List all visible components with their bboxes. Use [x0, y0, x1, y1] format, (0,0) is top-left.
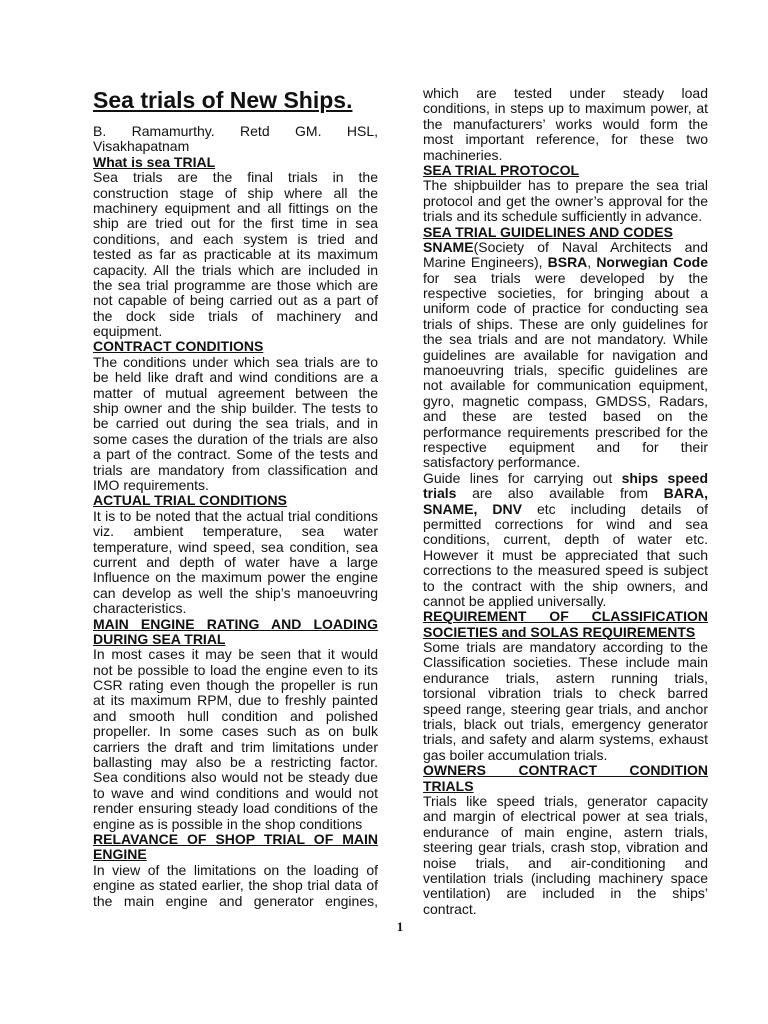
text-line: construction stage of ship where all the	[93, 184, 378, 201]
text-line: ship owner and the ship builder. The tests to	[93, 400, 378, 417]
text-line: characteristics.	[93, 600, 187, 617]
text-line: satisfactory performance.	[423, 454, 581, 471]
text-line: It is to be noted that the actual trial conditions	[93, 507, 378, 524]
text-segment: ,	[587, 254, 597, 271]
text-line: trials of ships. These are only guidelines for	[423, 315, 708, 332]
text-line: IMO requirements.	[93, 476, 209, 493]
text-segment: are also available from	[456, 485, 664, 502]
text-line: render ensuring steady load conditions of the	[93, 800, 378, 817]
text-line: permitted corrections for wind and sea	[423, 515, 708, 532]
text-line: REQUIREMENT OF CLASSIFICATION	[423, 608, 708, 625]
text-line: The conditions under which sea trials are to	[93, 353, 378, 370]
section-heading	[93, 832, 378, 863]
text-line: machineries.	[423, 146, 503, 163]
text-line: not available for communication equipment,	[423, 377, 708, 394]
bold-text: trials	[423, 485, 457, 502]
text-line: SEA TRIAL PROTOCOL	[423, 161, 580, 178]
author-byline	[93, 124, 378, 155]
paragraph	[93, 170, 378, 339]
text-line: torsional vibration trials to check barred	[423, 685, 708, 702]
text-line: DURING SEA TRIAL	[93, 630, 226, 647]
text-line: cannot be applied universally.	[423, 592, 607, 609]
text-line: Sea trials are the final trials in the	[93, 169, 378, 186]
text-line: capacity. All the trials which are included in	[93, 261, 378, 278]
text-line: not capable of being carried out as a part of	[93, 292, 378, 309]
text-line: In most cases it may be seen that it would	[93, 646, 378, 663]
text-line: at its maximum RPM, due to freshly painted	[93, 692, 378, 709]
text-line	[423, 502, 708, 517]
text-segment: etc including details of	[522, 500, 709, 517]
text-line: The shipbuilder has to prepare the sea trial	[423, 177, 708, 194]
section-heading	[93, 617, 378, 648]
text-line: TRIALS	[423, 777, 474, 794]
text-line: which are tested under steady load	[423, 85, 708, 101]
text-line: What is sea TRIAL	[93, 153, 216, 170]
text-line: current and depth of water have a large	[93, 553, 378, 570]
text-line: trials, and safety and alarm systems, exhaust	[423, 731, 708, 748]
text-line: and margin of electrical power at sea trials,	[423, 808, 708, 825]
text-line: can develop as well the ship’s manoeuvring	[93, 584, 378, 601]
text-line: SEA TRIAL GUIDELINES AND CODES	[423, 223, 673, 240]
section-heading	[93, 155, 378, 170]
text-line: Influence on the maximum power the engine	[93, 569, 378, 586]
bold-text: BSRA	[547, 254, 588, 271]
text-line: propeller. In some cases such as on bulk	[93, 723, 378, 740]
text-line: corrections to the measured speed is subject	[423, 562, 708, 579]
text-line: guidelines are available for navigation and	[423, 346, 708, 363]
paragraph	[93, 647, 378, 832]
text-line: and these are tested based on the	[423, 408, 708, 425]
paragraph	[423, 86, 708, 163]
text-line: temperature, wind speed, sea condition, sea	[93, 538, 378, 555]
text-line	[423, 240, 708, 255]
text-line: be carried out during the sea trials, and in	[93, 415, 378, 432]
text-line: In view of the limitations on the loading of	[93, 861, 378, 878]
text-line: manoeuvring trials, specific guidelines are	[423, 362, 708, 379]
text-line: be held like draft and wind conditions are a	[93, 369, 378, 386]
text-line: the sea trial programme are those which are	[93, 276, 378, 293]
text-line: viz. ambient temperature, sea water	[93, 523, 378, 540]
text-line: the sea trials and are not mandatory. While	[423, 331, 708, 348]
text-line: trials and its schedule sufficiently in advance.	[423, 208, 703, 225]
text-line: Sea conditions also would not be steady due	[93, 769, 378, 786]
text-line: machinery equipment and all fittings on the	[93, 199, 378, 216]
section-heading	[423, 763, 708, 794]
text-line: endurance trials, astern running trials,	[423, 669, 708, 686]
section-heading	[93, 493, 378, 508]
text-segment: Guide lines for carrying out	[423, 469, 622, 486]
text-line: OWNERS CONTRACT CONDITION	[423, 762, 708, 779]
paragraph	[93, 509, 378, 617]
text-line: MAIN ENGINE RATING AND LOADING	[93, 615, 378, 632]
text-line: the manufacturers’ works would form the	[423, 115, 708, 132]
text-line: SOCIETIES and SOLAS REQUIREMENTS	[423, 623, 696, 640]
text-line: engine as stated earlier, the shop trial data of	[93, 877, 378, 894]
text-line: equipment.	[93, 323, 163, 340]
text-line	[423, 486, 708, 501]
text-line: the main engine and generator engines,	[93, 892, 378, 909]
document-title: Sea trials of New Ships.	[93, 87, 353, 113]
text-line: steering gear trials, crash stop, vibration and	[423, 839, 708, 856]
paragraph	[423, 794, 708, 917]
text-line: the dock side trials of machinery and	[93, 307, 378, 324]
text-segment: (Society of Naval Architects and	[473, 238, 708, 255]
text-line: Trials like speed trials, generator capacity	[423, 792, 708, 809]
text-line: to wave and wind conditions and would not	[93, 784, 378, 801]
paragraph	[423, 640, 708, 763]
text-line: CSR rating even though the propeller is run	[93, 677, 378, 694]
text-line: gas boiler accumulation trials.	[423, 746, 608, 763]
text-line: not be possible to load the engine even to its	[93, 661, 378, 678]
paragraph	[93, 863, 378, 909]
text-line: noise trials, and air-conditioning and	[423, 854, 708, 871]
text-line: ventilation) are included in the ships’	[423, 885, 708, 902]
text-line	[423, 255, 708, 270]
text-line: endurance of main engine, astern trials,	[423, 823, 708, 840]
text-line: respective equipment and for their	[423, 438, 708, 455]
text-line: conditions, in steps up to maximum power, at	[423, 100, 708, 117]
text-line: uniform code of practice for conducting sea	[423, 300, 708, 317]
text-segment: Marine Engineers),	[423, 254, 548, 271]
text-line: ship are tried out for the first time in sea	[93, 215, 378, 232]
text-line: However it must be appreciated that such	[423, 546, 708, 563]
section-heading	[423, 225, 708, 240]
text-line: gyro, magnetic compass, GMDSS, Radars,	[423, 392, 708, 409]
text-line: respective societies, for bringing about a	[423, 285, 708, 302]
text-line: contract.	[423, 900, 477, 917]
text-line: Visakhapatnam	[93, 138, 190, 155]
text-line: some cases the duration of the trials are also	[93, 430, 378, 447]
page-number: 1	[396, 919, 404, 934]
text-line: conditions, and each system is tried and	[93, 230, 378, 247]
text-line: and smooth hull condition and polished	[93, 707, 378, 724]
text-line: to the contract with the ship owners, and	[423, 577, 708, 594]
text-line	[423, 471, 708, 486]
paragraph	[423, 471, 708, 610]
text-line: for sea trials were developed by the	[423, 269, 708, 286]
text-line: ENGINE	[93, 846, 147, 863]
text-line: trials, black out trials, emergency generator	[423, 716, 708, 733]
text-line: matter of mutual agreement between the	[93, 384, 378, 401]
paragraph	[423, 240, 708, 471]
text-line: tested as far as practicable at its maximum	[93, 246, 378, 263]
text-line: Classification societies. These include main	[423, 654, 708, 671]
bold-text: SNAME, DNV	[423, 500, 522, 517]
text-line: RELAVANCE OF SHOP TRIAL OF MAIN	[93, 830, 378, 847]
text-line: most important reference, for these two	[423, 131, 708, 148]
bold-text: SNAME	[423, 238, 474, 255]
text-line: B. Ramamurthy. Retd GM. HSL,	[93, 123, 378, 139]
text-line: ballasting may also be a restricting factor.	[93, 754, 378, 771]
text-line: CONTRACT CONDITIONS	[93, 338, 264, 355]
bold-text: ships speed	[621, 469, 708, 486]
text-line: ACTUAL TRIAL CONDITIONS	[93, 492, 287, 509]
section-heading	[93, 339, 378, 354]
text-line: speed range, steering gear trials, and anchor	[423, 700, 708, 717]
text-line: a part of the contract. Some of the tests and	[93, 446, 378, 463]
text-line: engine as is possible in the shop conditions	[93, 815, 363, 832]
paragraph	[423, 178, 708, 224]
text-line: protocol and get the owner’s approval for the	[423, 192, 708, 209]
section-heading	[423, 163, 708, 178]
bold-text: BARA,	[663, 485, 708, 502]
section-heading	[423, 609, 708, 640]
text-line: Some trials are mandatory according to the	[423, 639, 708, 656]
text-line: performance requirements prescribed for the	[423, 423, 708, 440]
left-column	[93, 124, 378, 909]
bold-text: Norwegian Code	[596, 254, 708, 271]
text-line: conditions, current, depth of water etc.	[423, 531, 708, 548]
text-line: trials are mandatory from classification and	[93, 461, 378, 478]
right-column	[423, 86, 708, 917]
text-line: carriers the draft and trim limitations under	[93, 738, 378, 755]
text-line: ventilation trials (including machinery space	[423, 869, 708, 886]
paragraph	[93, 355, 378, 494]
